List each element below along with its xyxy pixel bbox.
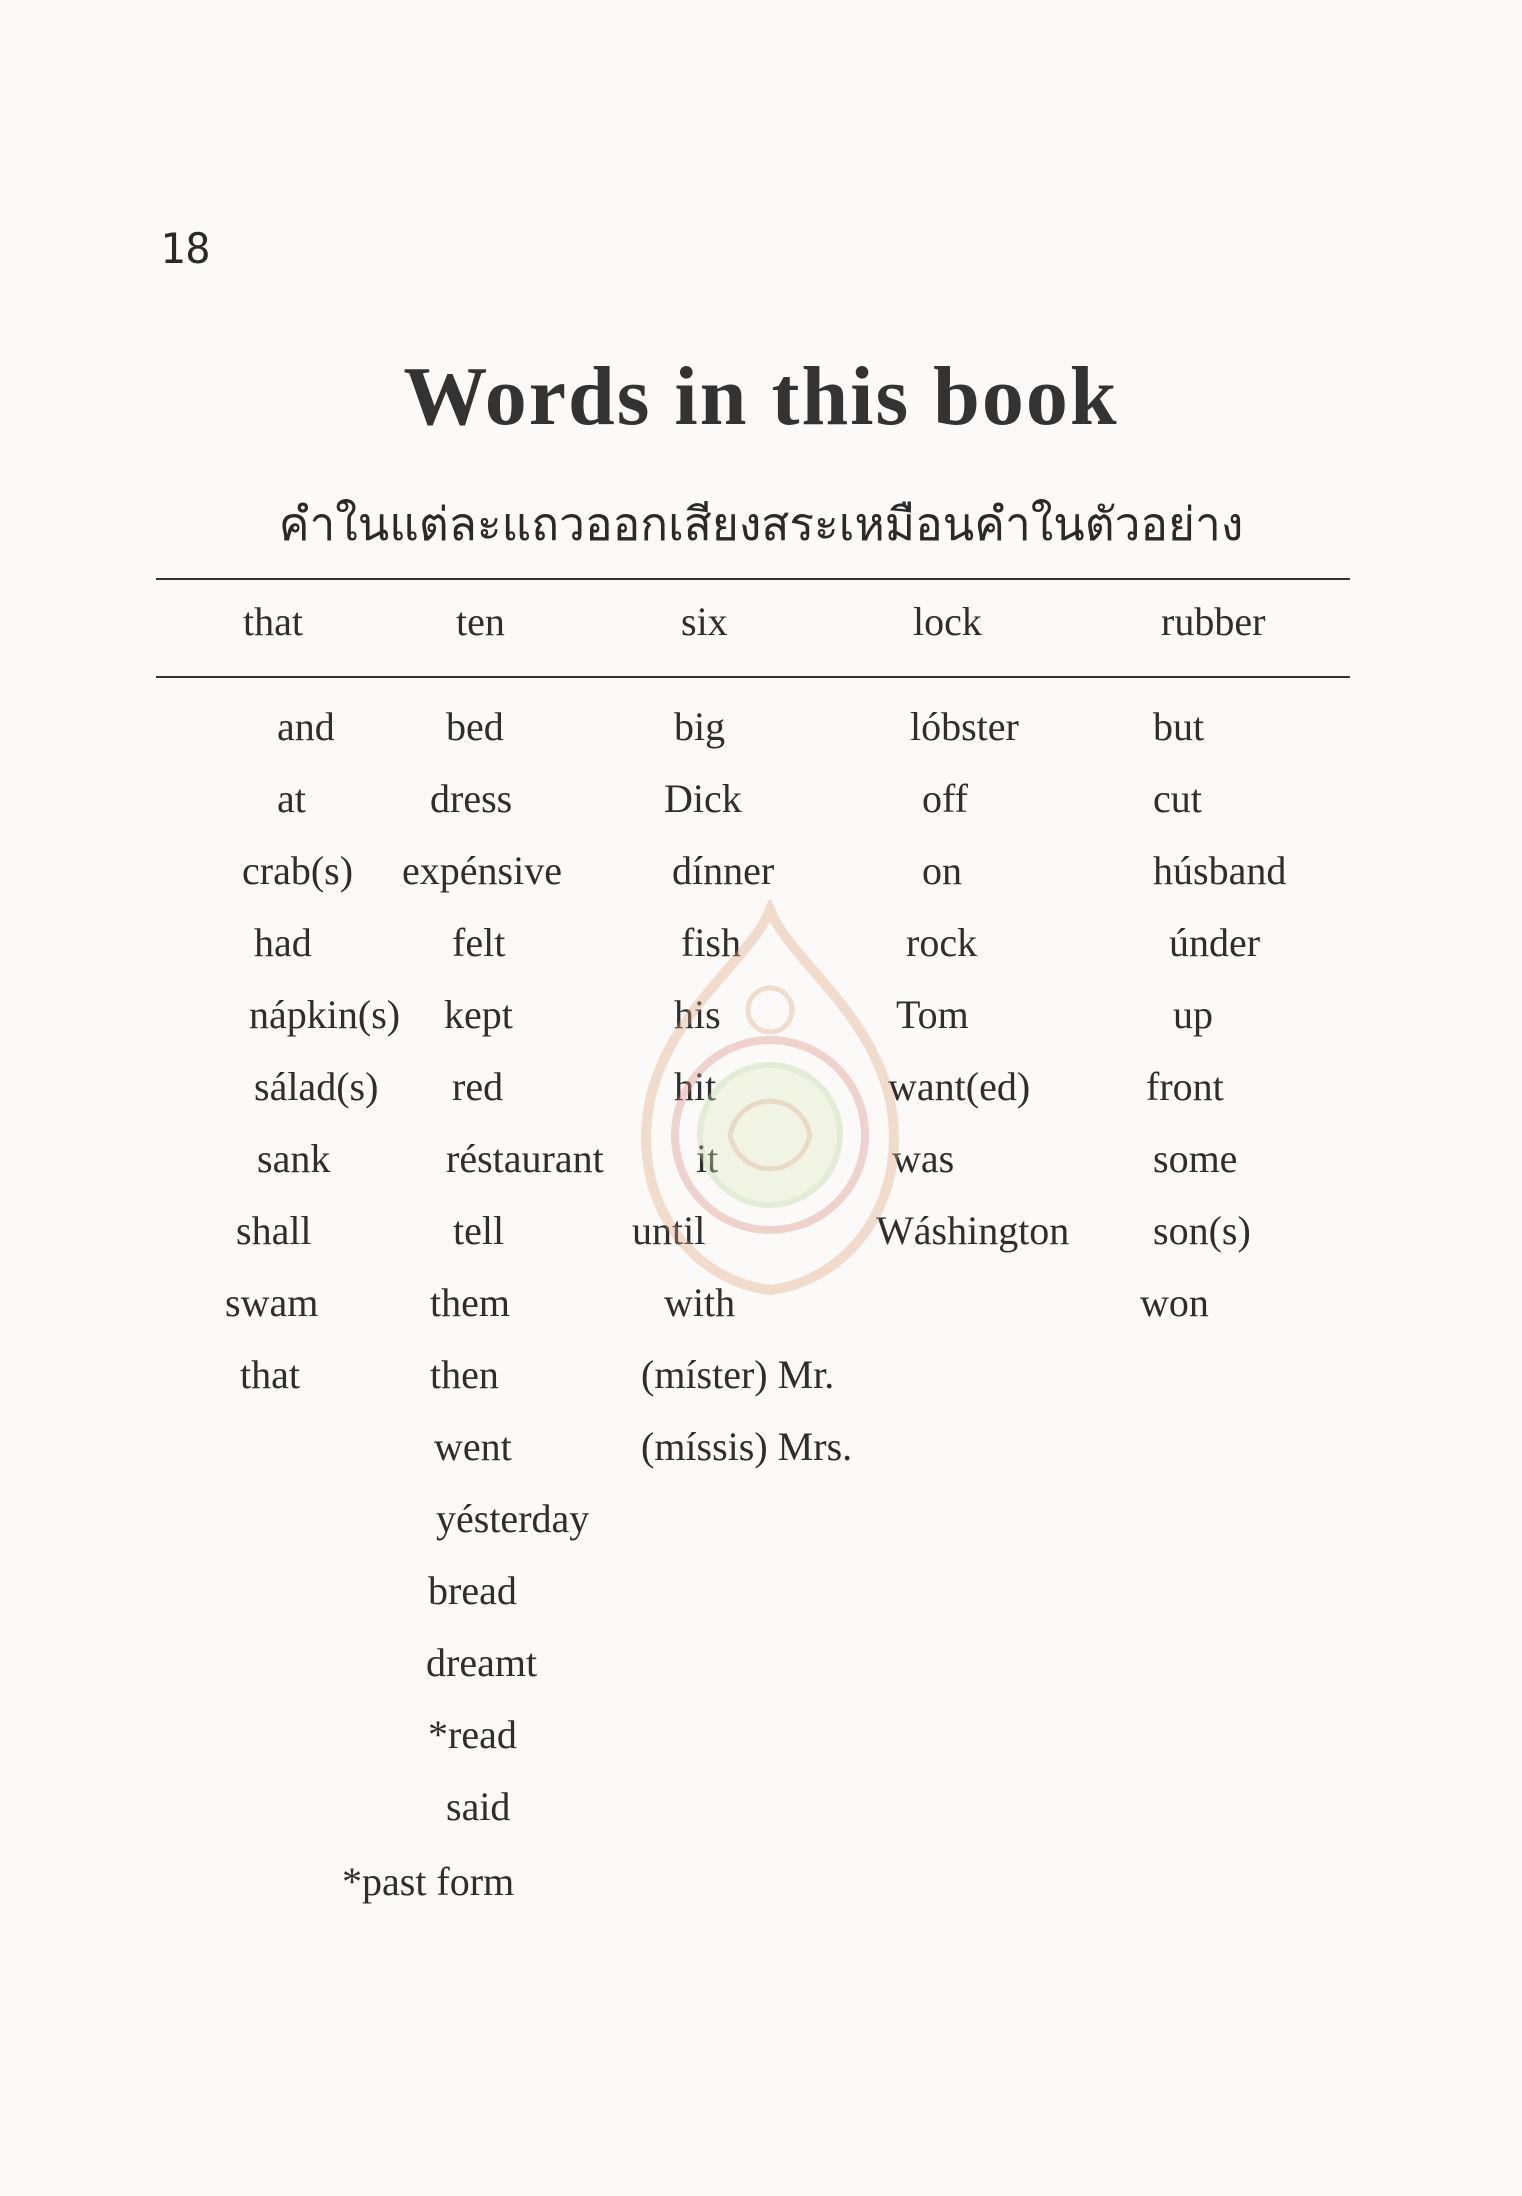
word-ten-4: felt — [452, 920, 506, 965]
header-lock: lock — [913, 599, 982, 644]
word-ten-13: bread — [428, 1568, 517, 1613]
word-that-2: at — [277, 776, 306, 821]
word-six-1: big — [674, 704, 726, 749]
word-ten-16: said — [446, 1784, 511, 1829]
word-ten-12: yésterday — [436, 1496, 590, 1541]
word-ten-5: kept — [444, 992, 513, 1037]
word-rubber-3: húsband — [1153, 848, 1287, 893]
word-lock-6: want(ed) — [888, 1064, 1031, 1109]
word-rubber-8: son(s) — [1153, 1208, 1251, 1253]
word-that-6: sálad(s) — [254, 1064, 379, 1109]
word-that-8: shall — [236, 1208, 312, 1253]
word-six-4: fish — [681, 920, 741, 965]
word-six-2: Dick — [664, 776, 742, 821]
word-rubber-1: but — [1153, 704, 1205, 749]
word-rubber-4: únder — [1169, 920, 1261, 965]
word-ten-6: red — [452, 1064, 504, 1109]
word-rubber-7: some — [1153, 1136, 1238, 1181]
word-six-10: (míster) Mr. — [641, 1352, 835, 1397]
word-rubber-6: front — [1146, 1064, 1224, 1109]
word-six-8: until — [632, 1208, 706, 1253]
word-ten-14: dreamt — [426, 1640, 538, 1685]
table-top-rule — [156, 578, 1350, 580]
word-six-7: it — [696, 1136, 719, 1181]
page-number: 18 — [160, 224, 211, 273]
word-lock-5: Tom — [896, 992, 969, 1037]
header-that: that — [243, 599, 303, 644]
word-rubber-9: won — [1140, 1280, 1209, 1325]
word-lock-8: Wáshington — [876, 1208, 1070, 1253]
word-ten-11: went — [434, 1424, 512, 1469]
word-six-3: dínner — [672, 848, 775, 893]
word-ten-10: then — [430, 1352, 499, 1397]
word-ten-7: réstaurant — [446, 1136, 604, 1181]
word-six-6: hit — [674, 1064, 717, 1109]
word-ten-9: them — [430, 1280, 510, 1325]
word-lock-2: off — [922, 776, 968, 821]
word-that-9: swam — [225, 1280, 319, 1325]
word-lock-7: was — [892, 1136, 955, 1181]
table-bottom-rule — [156, 676, 1350, 678]
word-lock-3: on — [922, 848, 962, 893]
word-six-11: (míssis) Mrs. — [641, 1424, 853, 1469]
word-ten-15: *read — [428, 1712, 517, 1757]
word-rubber-2: cut — [1153, 776, 1202, 821]
word-ten-8: tell — [453, 1208, 505, 1253]
word-that-7: sank — [257, 1136, 331, 1181]
word-six-5: his — [674, 992, 721, 1037]
word-lock-1: lóbster — [910, 704, 1019, 749]
word-ten-2: dress — [430, 776, 513, 821]
header-six: six — [681, 599, 728, 644]
word-rubber-5: up — [1173, 992, 1213, 1037]
word-that-5: nápkin(s) — [249, 992, 401, 1037]
word-that-4: had — [254, 920, 312, 965]
footnote: *past form — [342, 1859, 515, 1904]
page-subtitle: คำในแต่ละแถวออกเสียงสระเหมือนคำในตัวอย่าง — [278, 497, 1244, 551]
word-that-10: that — [240, 1352, 300, 1397]
page-title: Words in this book — [403, 350, 1119, 443]
word-that-1: and — [277, 704, 335, 749]
header-ten: ten — [456, 599, 505, 644]
word-ten-3: expénsive — [402, 848, 562, 893]
word-lock-4: rock — [906, 920, 978, 965]
header-rubber: rubber — [1161, 599, 1266, 644]
word-ten-1: bed — [446, 704, 504, 749]
word-that-3: crab(s) — [242, 848, 354, 893]
word-six-9: with — [664, 1280, 736, 1325]
